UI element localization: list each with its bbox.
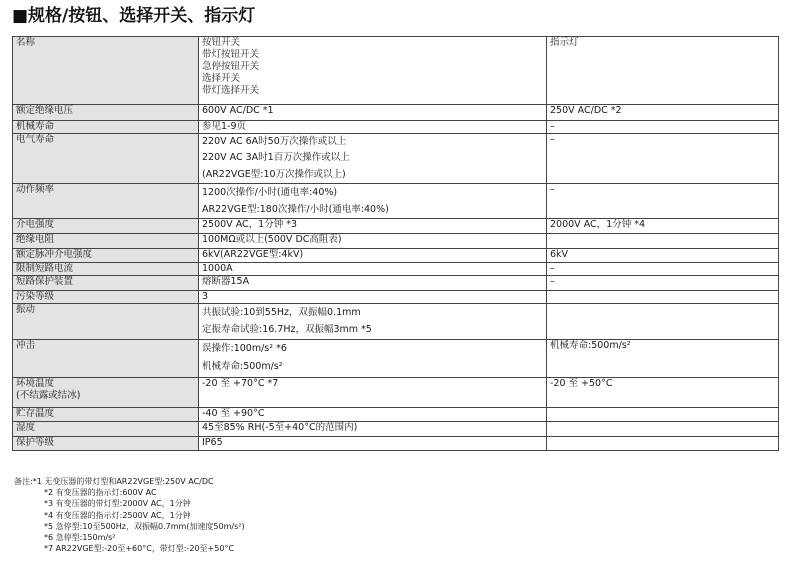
- cell-text: –: [550, 275, 555, 287]
- cell-text: 限制短路电流: [16, 262, 74, 274]
- table-row: [13, 218, 779, 233]
- indicator-value-cell: [547, 121, 779, 134]
- cell-text: 2000V AC，1分钟 *4: [550, 218, 646, 230]
- spec-value-cell: [199, 303, 547, 339]
- footnote-line: *5 急停型:10至500Hz，双振幅0.7mm(加速度50m/s²): [44, 521, 245, 531]
- spec-value-cell: [199, 218, 547, 233]
- spec-value-cell: [199, 121, 547, 134]
- table-row: [13, 377, 779, 407]
- cell-text: 动作频率: [16, 183, 55, 195]
- spec-value-cell: [199, 134, 547, 184]
- table-row: [13, 233, 779, 248]
- table-row: [13, 407, 779, 421]
- table-row: [13, 421, 779, 436]
- footnotes: [14, 476, 245, 554]
- cell-text: 机械寿命:500m/s²: [550, 339, 631, 351]
- cell-text: 机械寿命:500m/s²: [202, 361, 283, 373]
- cell-text: 介电强度: [16, 218, 55, 230]
- cell-text: –: [550, 121, 555, 132]
- cell-text: –: [550, 134, 555, 145]
- row-label-cell: [13, 105, 199, 121]
- row-label-cell: [13, 303, 199, 339]
- cell-text: 带灯按钮开关: [202, 49, 260, 60]
- cell-text: 额定绝缘电压: [16, 105, 74, 116]
- indicator-value-cell: [547, 134, 779, 184]
- spec-value-cell: [199, 377, 547, 407]
- cell-text: 环境温度: [16, 377, 55, 389]
- row-label-cell: [13, 183, 199, 218]
- cell-text: AR22VGE型:180次操作/小时(通电率:40%): [202, 203, 389, 215]
- spec-value-cell: [199, 275, 547, 290]
- spec-value-cell: [199, 262, 547, 275]
- cell-text: -20 至 +70°C *7: [202, 377, 279, 389]
- row-label-cell: [13, 377, 199, 407]
- cell-text: 误操作:100m/s² *6: [202, 342, 287, 354]
- row-label-cell: [13, 436, 199, 450]
- cell-text: 机械寿命: [16, 121, 55, 132]
- cell-text: 冲击: [16, 339, 36, 351]
- table-row: [13, 134, 779, 184]
- cell-text: 2500V AC，1分钟 *3: [202, 218, 298, 230]
- page-title: ■规格/按钮、选择开关、指示灯: [12, 6, 256, 26]
- indicator-value-cell: [547, 183, 779, 218]
- footnote-line: *7 AR22VGE型:-20至+60°C，带灯型:-20至+50°C: [44, 544, 235, 554]
- cell-text: 220V AC 6A时50万次操作或以上: [202, 136, 347, 147]
- cell-text: 共振试验:10到55Hz，双振幅0.1mm: [202, 306, 361, 318]
- cell-text: 3: [202, 290, 209, 302]
- cell-text: 绝缘电阻: [16, 233, 55, 245]
- footnote-line: *6 急停型:150m/s²: [44, 533, 116, 543]
- spec-value-cell: [199, 421, 547, 436]
- cell-text: 220V AC 3A时1百万次操作或以上: [202, 152, 350, 164]
- table-row: [13, 248, 779, 262]
- indicator-value-cell: [547, 339, 779, 377]
- row-label-cell: [13, 262, 199, 275]
- row-label-cell: [13, 290, 199, 303]
- cell-text: 振动: [16, 303, 36, 315]
- indicator-value-cell: [547, 233, 779, 248]
- cell-text: 指示灯: [550, 37, 579, 48]
- indicator-value-cell: [547, 105, 779, 121]
- row-label-cell: [13, 233, 199, 248]
- spec-value-cell: [199, 248, 547, 262]
- table-row: [13, 183, 779, 218]
- row-label-cell: [13, 37, 199, 105]
- row-label-cell: [13, 248, 199, 262]
- cell-text: 带灯选择开关: [202, 85, 260, 96]
- indicator-value-cell: [547, 303, 779, 339]
- cell-text: –: [550, 262, 555, 274]
- cell-text: –: [550, 183, 555, 195]
- row-label-cell: [13, 407, 199, 421]
- spec-table: [12, 36, 779, 451]
- footnote-line: 备注:*1 无变压器的带灯型和AR22VGE型:250V AC/DC: [14, 477, 214, 486]
- spec-value-cell: [199, 233, 547, 248]
- table-row: [13, 121, 779, 134]
- table-row: [13, 105, 779, 121]
- cell-text: 定振寿命试验:16.7Hz，双振幅3mm *5: [202, 324, 372, 336]
- indicator-value-cell: [547, 37, 779, 105]
- spec-value-cell: [199, 183, 547, 218]
- indicator-value-cell: [547, 290, 779, 303]
- row-label-cell: [13, 421, 199, 436]
- table-row: [13, 37, 779, 105]
- row-label-cell: [13, 218, 199, 233]
- cell-text: 电气寿命: [16, 134, 55, 145]
- cell-text: 额定脉冲介电强度: [16, 248, 93, 260]
- indicator-value-cell: [547, 248, 779, 262]
- cell-text: -40 至 +90°C: [202, 407, 265, 419]
- spec-value-cell: [199, 339, 547, 377]
- spec-value-cell: [199, 37, 547, 105]
- cell-text: 湿度: [16, 421, 36, 433]
- table-row: [13, 436, 779, 450]
- row-label-cell: [13, 275, 199, 290]
- indicator-value-cell: [547, 377, 779, 407]
- row-label-cell: [13, 134, 199, 184]
- indicator-value-cell: [547, 436, 779, 450]
- table-row: [13, 290, 779, 303]
- cell-text: 名称: [16, 37, 36, 48]
- cell-text: -20 至 +50°C: [550, 377, 613, 389]
- cell-text: 急停按钮开关: [202, 61, 260, 72]
- spec-value-cell: [199, 105, 547, 121]
- cell-text: 100MΩ或以上(500V DC高阻表): [202, 233, 342, 245]
- cell-text: 熔断器15A: [202, 275, 250, 287]
- table-row: [13, 262, 779, 275]
- table-row: [13, 275, 779, 290]
- row-label-cell: [13, 339, 199, 377]
- cell-text: 1000A: [202, 262, 233, 274]
- cell-text: 保护等级: [16, 436, 55, 448]
- spec-value-cell: [199, 407, 547, 421]
- cell-text: 污染等级: [16, 290, 55, 302]
- cell-text: 6kV: [550, 248, 569, 260]
- cell-text: 贮存温度: [16, 407, 55, 419]
- spec-value-cell: [199, 290, 547, 303]
- cell-text: 45至85% RH(-5至+40°C的范围内): [202, 421, 358, 433]
- indicator-value-cell: [547, 262, 779, 275]
- cell-text: (AR22VGE型:10万次操作或以上): [202, 168, 346, 180]
- cell-text: 短路保护装置: [16, 275, 74, 287]
- cell-text: 250V AC/DC *2: [550, 105, 622, 116]
- spec-value-cell: [199, 436, 547, 450]
- cell-text: IP65: [202, 436, 223, 448]
- indicator-value-cell: [547, 407, 779, 421]
- cell-text: (不结露或结冰): [16, 389, 81, 401]
- cell-text: 按钮开关: [202, 37, 241, 48]
- cell-text: 参见1-9页: [202, 121, 247, 132]
- cell-text: 1200次操作/小时(通电率:40%): [202, 186, 338, 198]
- indicator-value-cell: [547, 218, 779, 233]
- cell-text: 选择开关: [202, 73, 241, 84]
- footnote-line: *4 有变压器的指示灯:2500V AC，1分钟: [44, 510, 191, 520]
- footnote-line: *2 有变压器的指示灯:600V AC: [44, 488, 157, 498]
- cell-text: 600V AC/DC *1: [202, 105, 274, 116]
- indicator-value-cell: [547, 421, 779, 436]
- cell-text: 6kV(AR22VGE型:4kV): [202, 248, 304, 260]
- row-label-cell: [13, 121, 199, 134]
- footnote-line: *3 有变压器的带灯型:2000V AC，1分钟: [44, 499, 191, 509]
- table-row: [13, 339, 779, 377]
- indicator-value-cell: [547, 275, 779, 290]
- table-row: [13, 303, 779, 339]
